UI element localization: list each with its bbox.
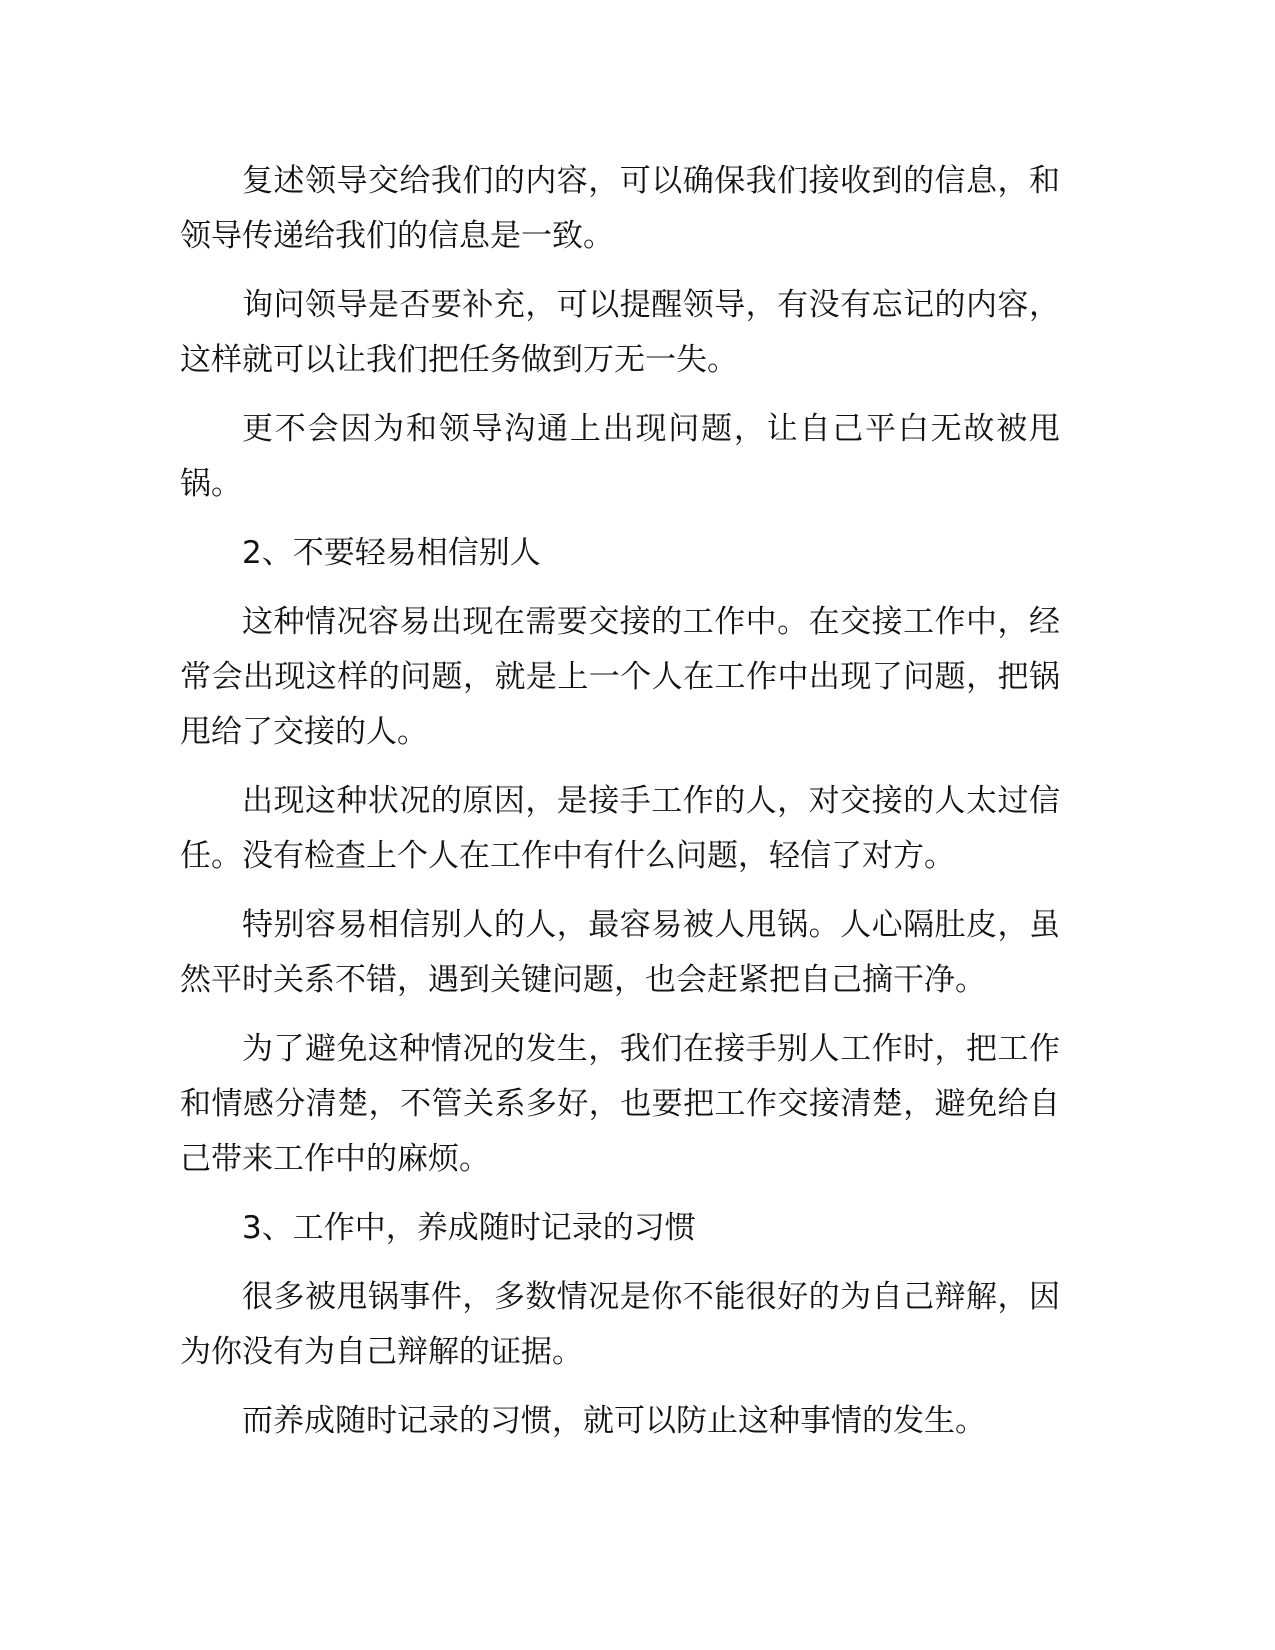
paragraph-8: 很多被甩锅事件，多数情况是你不能很好的为自己辩解，因为你没有为自己辩解的证据。: [180, 1279, 1060, 1370]
paragraph-4: 这种情况容易出现在需要交接的工作中。在交接工作中，经常会出现这样的问题，就是上一个人在工作中出现了问题，把锅甩给了交接的人。: [180, 604, 1060, 750]
document-body: [180, 154, 1060, 1463]
section-heading-3: 3、工作中，养成随时记录的习惯: [242, 1210, 696, 1246]
section-heading-2: 2、不要轻易相信别人: [242, 535, 541, 571]
paragraph-3: 更不会因为和领导沟通上出现问题，让自己平白无故被甩锅。: [180, 411, 1060, 502]
paragraph-7: 为了避免这种情况的发生，我们在接手别人工作时，把工作和情感分清楚，不管关系多好，也要把工作交接清楚，避免给自己带来工作中的麻烦。: [180, 1031, 1060, 1177]
paragraph-2: 询问领导是否要补充，可以提醒领导，有没有忘记的内容，这样就可以让我们把任务做到万无一失。: [180, 287, 1060, 378]
paragraph-6: 特别容易相信别人的人，最容易被人甩锅。人心隔肚皮，虽然平时关系不错，遇到关键问题，也会赶紧把自己摘干净。: [180, 907, 1060, 998]
paragraph-9: 而养成随时记录的习惯，就可以防止这种事情的发生。: [242, 1403, 986, 1439]
paragraph-1: 复述领导交给我们的内容，可以确保我们接收到的信息，和领导传递给我们的信息是一致。: [180, 163, 1060, 254]
paragraph-5: 出现这种状况的原因，是接手工作的人，对交接的人太过信任。没有检查上个人在工作中有什么问题，轻信了对方。: [180, 783, 1060, 874]
